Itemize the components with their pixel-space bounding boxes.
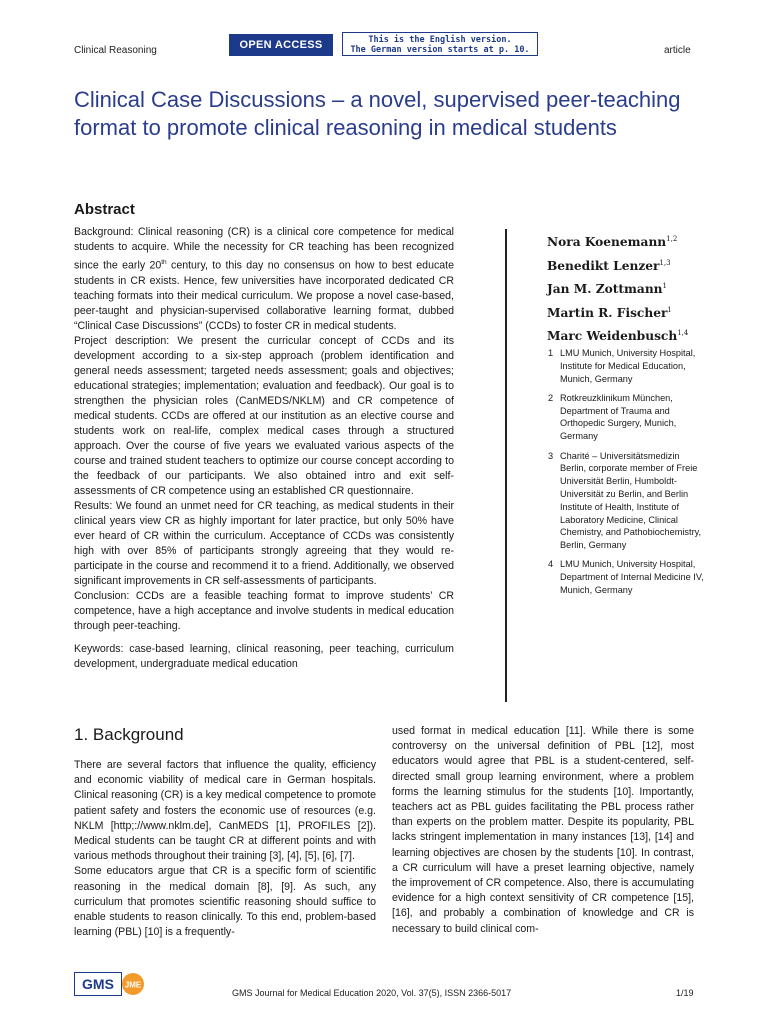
author: Marc Weidenbusch$^{1,4}$ — [547, 329, 689, 344]
affiliation: 4 LMU Munich, University Hospital, Department of Internal Medicine IV, Munich, Germany — [548, 559, 704, 596]
background-paragraph-2: Some educators argue that CR is a specific form of scientific reasoning in the medical domain [8], [9]. As such, any curriculum that promotes scientific reasoning should suffice to enable students to reason clinically. To this end, problem-based learning (PBL) [10] is a frequently- — [74, 865, 376, 939]
article-title: Clinical Case Discussions – a novel, supervised peer-teaching format to promote clinical reasoning in medical students — [74, 87, 681, 140]
abstract-heading: Abstract — [74, 201, 135, 218]
affiliation: 3 Charité – Universitätsmedizin Berlin, corporate member of Freie Universität Berlin, Humboldt-Universität zu Berlin, and Berlin Institute of Health, Institute of Laboratory Medicine, Clinical Chemistry, and Pathobiochemistry, Berlin, Germany — [548, 450, 702, 551]
author: Benedikt Lenzer$^{1,3}$ — [547, 258, 671, 273]
abstract-background-sup: th — [161, 259, 167, 266]
affiliation: 2 Rotkreuzklinikum München, Department of Trauma and Orthopedic Surgery, Munich, Germany — [548, 392, 677, 442]
affiliation: 1 LMU Munich, University Hospital, Institute for Medical Education, Munich, Germany — [548, 348, 696, 384]
version-note-line2: The German version starts at p. 10. — [350, 45, 530, 55]
background-heading: 1. Background — [74, 725, 184, 744]
footer-citation: GMS Journal for Medical Education 2020, Vol. 37(5), ISSN 2366-5017 — [232, 988, 512, 998]
abstract-results: Results: We found an unmet need for CR teaching, as medical students in their clinical years view CR as highly important for later practice, but only 50% have ever heard of CR within the curriculum. Acceptance of CCDs was consistently high with over 85% of participants strongly agreeing that they would re-participate in the course and recommend it to a friend. Additionally, we observed significant improvements in CR self-assessments of participants. — [74, 499, 454, 587]
gms-jme-logo — [74, 972, 146, 996]
page-number: 1/19 — [676, 988, 694, 998]
author-column-divider — [505, 229, 507, 702]
open-access-badge: OPEN ACCESS — [229, 34, 333, 56]
author-list — [547, 229, 688, 347]
body-column-left — [74, 758, 376, 940]
author: Nora Koenemann$^{1,2}$ — [547, 235, 678, 250]
body-column-right — [392, 724, 694, 937]
logo-badge: JME — [124, 980, 142, 990]
background-paragraph-1: There are several factors that influence the quality, efficiency and economic viability of medical care in German hospitals. Clinical reasoning (CR) is a key medical competence to promote patient safety and fosters the economic use of resources (e.g. NKLM [http;://www.nklm.de], CanMEDS [1], PROFILES [2]). Medical students can be taught CR at different points and with various methods throughout their training [3], [4], [5], [6], [7]. — [74, 759, 376, 863]
author: Jan M. Zottmann$^1$ — [547, 282, 668, 297]
abstract-keywords: Keywords: case-based learning, clinical reasoning, peer teaching, curriculum development, undergraduate medical education — [74, 642, 454, 670]
author: Martin R. Fischer$^1$ — [547, 305, 672, 320]
version-note-line1: This is the English version. — [368, 35, 512, 45]
abstract-body — [74, 225, 454, 672]
background-paragraph-3: used format in medical education [11]. While there is some controversy on the universal definition of PBL [12], most educators would agree that PBL is a student-centered, self-directed small group learning environment, where a problem forms the learning stimulus for the students [10]. Importantly, teachers act as PBL guides facilitating the PBL process rather than experts on the problem matter. Despite its popularity, PBL lacks stringent implementation in many instances [13], [14] and learning objectives are chosen by the students [10]. In contrast, a CR curriculum will have a preset learning objective, namely the improvement of CR competence. Also, there is accumulating evidence for a high context sensitivity of CR competence [15], [16], and probably a combination of knowledge and CR is necessary to build clinical com- — [392, 725, 694, 935]
abstract-project: Project description: We present the curricular concept of CCDs and its development according to a six-step approach (problem identification and general needs assessment; targeted needs assessment; goals and objectives; educational strategies; implementation; evaluation and feedback). Our goal is to strengthen the physician roles (CanMEDS/NKLM) and CR competence of medical students. CCDs are offered at our institution as an elective course and students work on real-life, complex medical cases through a structured approach. Over the course of five years we evaluated various aspects of the course and trained student teachers to optimize our course concept according to the feedback of our participants. We also obtained intro and exit self-assessments of CR competence using an established CR questionnaire. — [74, 334, 454, 497]
abstract-background-a: Background: Clinical reasoning (CR) is a clinical core competence for medical students to acquire. While the necessity for CR teaching has been recognized since the early 20 — [74, 226, 454, 272]
running-header-section: Clinical Reasoning — [74, 45, 157, 56]
article-type-label: article — [664, 45, 691, 56]
logo-text: GMS — [82, 976, 114, 992]
affiliation-list — [548, 347, 708, 603]
abstract-background-b: century, to this day no consensus on how to best educate students in CR exists. Hence, few universities have incorporated dedicated CR teaching formats into their medical curriculum. We propose a novel case-based, peer-taught and physician-supervised collaborative learning format, dubbed “Clinical Case Discussions” (CCDs) to foster CR in medical students. — [74, 259, 454, 332]
abstract-conclusion: Conclusion: CCDs are a feasible teaching format to improve students’ CR competence, have a high acceptance and involve students in medical education through peer-teaching. — [74, 589, 454, 632]
version-note-box — [342, 32, 538, 56]
abstract-background — [74, 225, 454, 334]
